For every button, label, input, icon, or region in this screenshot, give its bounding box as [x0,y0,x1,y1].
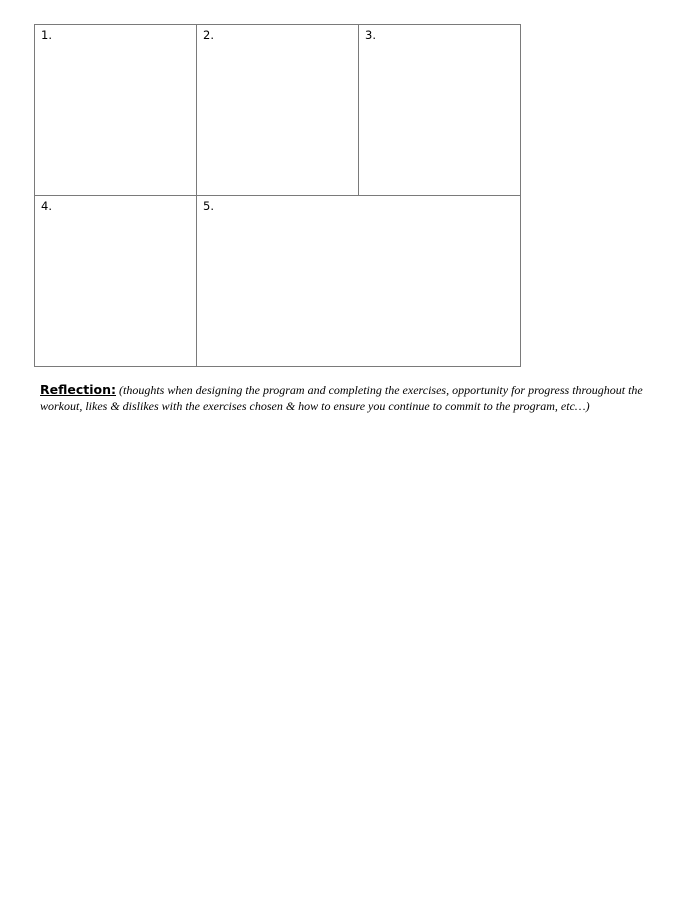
table-cell-1[interactable] [35,25,197,196]
table-cell-3[interactable] [359,25,521,196]
reflection-instructions: (thoughts when designing the program and completing the exercises, opportunity for progress throughout the workout, likes & dislikes with the exercises chosen & how to ensure you continue to commit to the program, etc…) [40,383,643,413]
cell-number-label: 5. [203,199,214,213]
table-cell-5[interactable] [197,196,521,367]
cell-number-label: 2. [203,28,214,42]
reflection-heading: Reflection: [40,382,117,397]
cell-number-label: 3. [365,28,376,42]
table-cell-2[interactable] [197,25,359,196]
reflection-paragraph [40,382,670,414]
cell-number-label: 1. [41,28,52,42]
table-row [35,25,521,196]
cell-number-label: 4. [41,199,52,213]
table-row [35,196,521,367]
exercise-grid-table [34,24,521,367]
table-cell-4[interactable] [35,196,197,367]
